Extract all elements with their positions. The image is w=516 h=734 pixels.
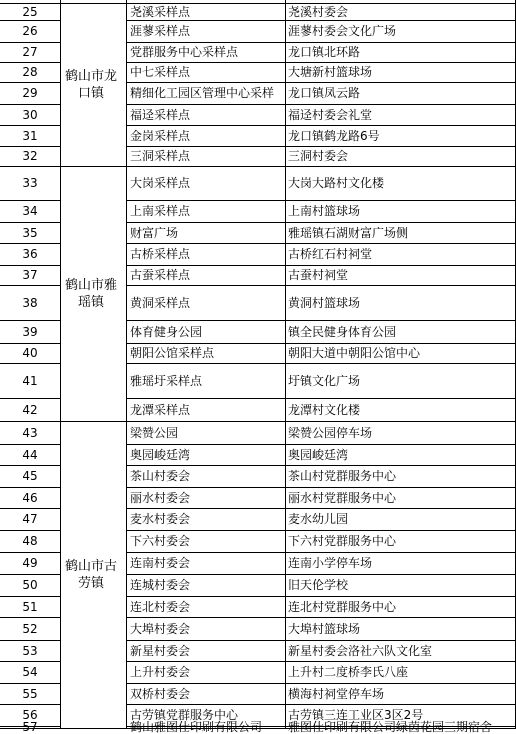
- sampling-site: 体育健身公园: [130, 325, 203, 339]
- sampling-site: 黄洞采样点: [130, 296, 191, 310]
- row-number: 40: [22, 346, 38, 360]
- row-number: 32: [22, 149, 38, 163]
- site-address: 黄洞村篮球场: [288, 296, 361, 310]
- sampling-site: 龙潭采样点: [130, 403, 191, 417]
- site-address: 涯蓼村委会文化广场: [288, 24, 397, 38]
- row-number: 37: [22, 268, 38, 282]
- site-address: 龙口镇凤云路: [288, 86, 361, 100]
- site-address: 新星村委会洛社六队文化室: [288, 644, 433, 658]
- site-address: 连北村党群服务中心: [288, 600, 397, 614]
- row-number: 35: [22, 226, 38, 240]
- row-number: 50: [22, 578, 38, 592]
- sampling-site: 涯蓼采样点: [130, 24, 191, 38]
- site-address: 古桥红石村祠堂: [288, 247, 373, 261]
- row-number: 29: [22, 86, 38, 100]
- site-address: 雅瑶镇石湖财富广场侧: [288, 226, 409, 240]
- sampling-site: 古蚕采样点: [130, 268, 191, 282]
- site-address: 上南村篮球场: [288, 204, 361, 218]
- row-number: 55: [22, 687, 38, 701]
- row-number: 26: [22, 24, 38, 38]
- row-number: 46: [22, 491, 38, 505]
- row-number: 49: [22, 556, 38, 570]
- sampling-site: 下六村委会: [130, 534, 191, 548]
- row-number: 53: [22, 644, 38, 658]
- row-number: 52: [22, 622, 38, 636]
- site-address: 福迳村委会礼堂: [288, 108, 373, 122]
- row-number: 41: [22, 374, 38, 388]
- sampling-site: 三洞采样点: [130, 149, 191, 163]
- sampling-site: 上南采样点: [130, 204, 191, 218]
- site-address: 大塘新村篮球场: [288, 65, 373, 79]
- sampling-site: 精细化工园区管理中心采样: [130, 86, 275, 100]
- town-cell: 鹤山市龙口镇: [64, 69, 117, 101]
- sampling-site: 茶山村委会: [130, 469, 191, 483]
- row-number: 48: [22, 534, 38, 548]
- site-address: 横海村祠堂停车场: [288, 687, 385, 701]
- row-number: 33: [22, 176, 38, 190]
- sampling-site: 大岗采样点: [130, 176, 191, 190]
- sampling-site: 党群服务中心采样点: [130, 45, 239, 59]
- sampling-site: 中七采样点: [130, 65, 191, 79]
- row-number: 56: [22, 708, 38, 722]
- sampling-site: 雅瑶圩采样点: [130, 374, 203, 388]
- sampling-site: 连北村委会: [130, 600, 191, 614]
- site-address: 雅图仕印刷有限公司绿茵花园三期宿舍: [288, 720, 493, 734]
- sampling-site: 财富广场: [130, 226, 179, 240]
- site-address: 连南小学停车场: [288, 556, 373, 570]
- site-address: 三洞村委会: [288, 149, 349, 163]
- sampling-site: 双桥村委会: [130, 687, 191, 701]
- town-cell: 鹤山市古劳镇: [64, 559, 117, 591]
- sampling-site: 奥园峻廷湾: [130, 448, 191, 462]
- site-address: 上升村二度桥李氏八座: [288, 665, 409, 679]
- site-address: 古劳镇三连工业区3区2号: [288, 708, 424, 722]
- sampling-site: 梁赞公园: [130, 426, 179, 440]
- sampling-site: 鹤山雅图仕印刷有限公司: [130, 720, 263, 734]
- sampling-site: 麦水村委会: [130, 512, 191, 526]
- sampling-site: 连南村委会: [130, 556, 191, 570]
- site-address: 下六村党群服务中心: [288, 534, 397, 548]
- row-number: 47: [22, 512, 38, 526]
- row-number: 39: [22, 325, 38, 339]
- site-address: 大岗大路村文化楼: [288, 176, 385, 190]
- sampling-site: 连城村委会: [130, 578, 191, 592]
- site-address: 镇全民健身体育公园: [288, 325, 397, 339]
- site-address: 龙潭村文化楼: [288, 403, 361, 417]
- row-number: 28: [22, 65, 38, 79]
- sampling-site: 上升村委会: [130, 665, 191, 679]
- town-cell: 鹤山市雅瑶镇: [64, 278, 117, 310]
- sampling-site: 尧溪采样点: [130, 5, 191, 19]
- row-number: 27: [22, 45, 38, 59]
- sampling-site: 新星村委会: [130, 644, 191, 658]
- row-number: 43: [22, 426, 38, 440]
- row-number: 36: [22, 247, 38, 261]
- site-address: 奥园峻廷湾: [288, 448, 349, 462]
- row-number: 45: [22, 469, 38, 483]
- row-number: 25: [22, 5, 38, 19]
- row-number: 44: [22, 448, 38, 462]
- sampling-site: 古劳镇党群服务中心: [130, 708, 239, 722]
- site-address: 龙口镇北环路: [288, 45, 361, 59]
- row-number: 51: [22, 600, 38, 614]
- row-number: 34: [22, 204, 38, 218]
- sampling-site: 丽水村委会: [130, 491, 191, 505]
- sampling-site: 大埠村委会: [130, 622, 191, 636]
- site-address: 旧天伦学校: [288, 578, 349, 592]
- row-number: 42: [22, 403, 38, 417]
- row-number: 31: [22, 129, 38, 143]
- sampling-site: 朝阳公馆采样点: [130, 346, 215, 360]
- site-address: 古蚕村祠堂: [288, 268, 349, 282]
- row-number: 57: [22, 720, 38, 734]
- row-number: 38: [22, 296, 38, 310]
- sampling-site: 金岗采样点: [130, 129, 191, 143]
- site-address: 尧溪村委会: [288, 5, 349, 19]
- site-address: 龙口镇鹤龙路6号: [288, 129, 380, 143]
- site-address: 圩镇文化广场: [288, 374, 361, 388]
- site-address: 茶山村党群服务中心: [288, 469, 397, 483]
- site-address: 梁赞公园停车场: [288, 426, 373, 440]
- sampling-site: 福迳采样点: [130, 108, 191, 122]
- site-address: 丽水村党群服务中心: [288, 491, 397, 505]
- site-address: 大埠村篮球场: [288, 622, 361, 636]
- row-number: 54: [22, 665, 38, 679]
- sampling-site: 古桥采样点: [130, 247, 191, 261]
- row-number: 30: [22, 108, 38, 122]
- site-address: 朝阳大道中朝阳公馆中心: [288, 346, 421, 360]
- site-address: 麦水幼儿园: [288, 512, 349, 526]
